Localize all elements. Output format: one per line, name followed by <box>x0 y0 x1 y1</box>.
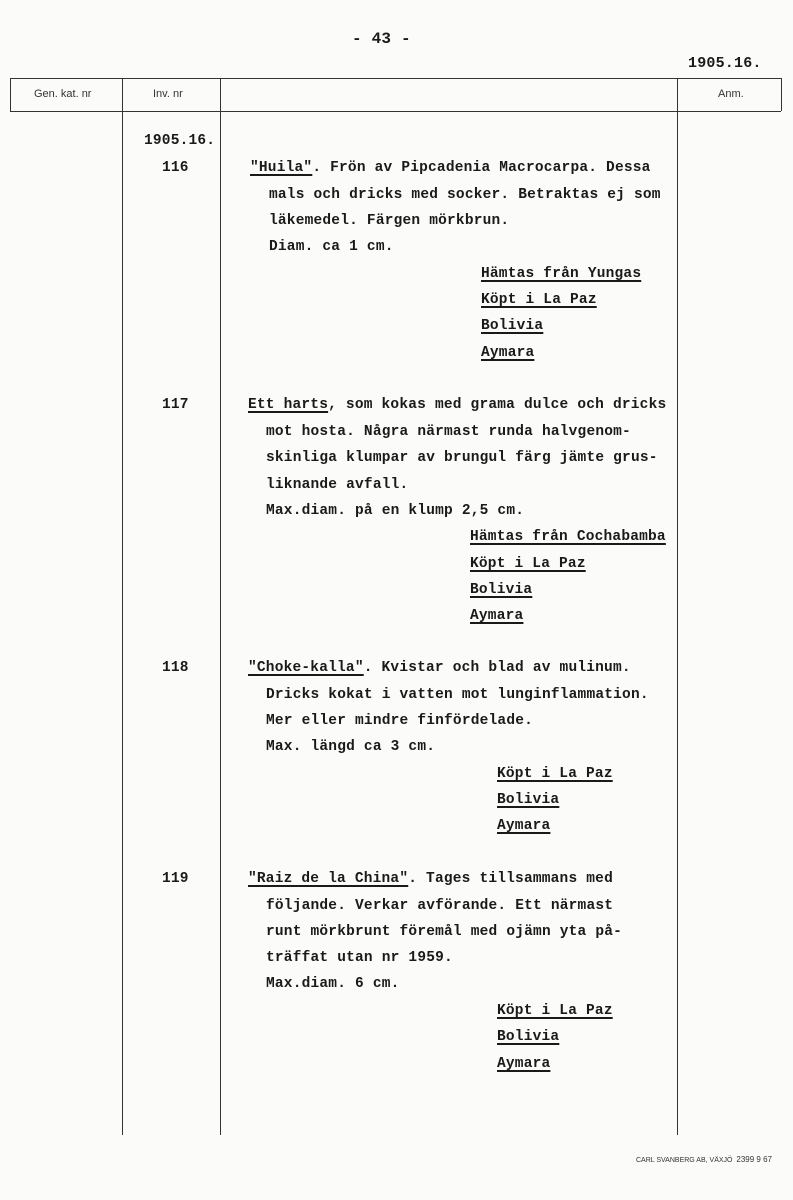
provenance-line: Bolivia <box>497 1029 560 1045</box>
entry-text: Max.diam. 6 cm. <box>266 976 400 992</box>
page-number: - 43 - <box>352 30 411 48</box>
provenance-line: Köpt i La Paz <box>497 1003 613 1019</box>
right-border <box>781 78 782 111</box>
provenance-line: Aymara <box>481 345 535 361</box>
entry-text: träffat utan nr 1959. <box>266 950 453 966</box>
entry-text: runt mörkbrunt föremål med ojämn yta på- <box>266 924 623 940</box>
printer-imprint <box>636 1155 772 1164</box>
column-divider-inv-desc <box>220 78 221 1135</box>
entry-text: läkemedel. Färgen mörkbrun. <box>269 213 510 229</box>
provenance-line: Bolivia <box>497 792 560 808</box>
entry-title-line <box>248 397 666 413</box>
column-divider-desc-anm <box>677 78 678 1135</box>
column-divider-gen-inv <box>122 78 123 1135</box>
provenance-line: Aymara <box>470 608 524 624</box>
printer-name: CARL SVANBERG AB, VÄXJÖ <box>636 1157 733 1164</box>
collection-id: 1905.16. <box>144 133 216 149</box>
entry-title: "Choke-kalla" <box>248 660 364 676</box>
provenance-line: Hämtas från Cochabamba <box>470 529 666 545</box>
entry-title-line <box>250 160 651 176</box>
entry-title: "Huila" <box>250 160 313 176</box>
provenance-line: Köpt i La Paz <box>470 556 586 572</box>
entry-text: mals och dricks med socker. Betraktas ej som <box>269 187 661 203</box>
entry-title: Ett harts <box>248 397 329 413</box>
inv-number: 117 <box>162 397 189 413</box>
entry-title-line <box>248 871 613 887</box>
provenance-line: Köpt i La Paz <box>497 766 613 782</box>
entry-text: Dricks kokat i vatten mot lunginflammation. <box>266 687 649 703</box>
entry-text: . Kvistar och blad av mulinum. <box>363 660 631 676</box>
inv-number: 118 <box>162 660 189 676</box>
entry-text: . Tages tillsammans med <box>408 871 613 887</box>
entry-text: . Frön av Pipcadenia Macrocarpa. Dessa <box>312 160 651 176</box>
header-bottom-border <box>10 111 781 112</box>
entry-text: liknande avfall. <box>266 477 409 493</box>
inv-number: 116 <box>162 160 189 176</box>
provenance-line: Aymara <box>497 818 551 834</box>
entry-text: följande. Verkar avförande. Ett närmast <box>266 898 614 914</box>
column-header-inv: Inv. nr <box>153 88 183 100</box>
left-border <box>10 78 11 111</box>
table-top-border <box>10 78 781 79</box>
provenance-line: Köpt i La Paz <box>481 292 597 308</box>
column-header-gen-kat: Gen. kat. nr <box>34 88 92 100</box>
entry-text: Max.diam. på en klump 2,5 cm. <box>266 503 525 519</box>
inv-number: 119 <box>162 871 189 887</box>
provenance-line: Hämtas från Yungas <box>481 266 642 282</box>
entry-text: , som kokas med grama dulce och dricks <box>328 397 667 413</box>
entry-text: Mer eller mindre finfördelade. <box>266 713 534 729</box>
column-header-anm: Anm. <box>718 88 744 100</box>
entry-text: mot hosta. Några närmast runda halvgenom- <box>266 424 631 440</box>
entry-title: "Raiz de la China" <box>248 871 409 887</box>
provenance-line: Bolivia <box>470 582 533 598</box>
provenance-line: Aymara <box>497 1056 551 1072</box>
entry-text: Max. längd ca 3 cm. <box>266 739 436 755</box>
form-number: 2399 9 67 <box>736 1155 772 1164</box>
entry-text: Diam. ca 1 cm. <box>269 239 394 255</box>
date-corner: 1905.16. <box>688 55 762 72</box>
entry-text: skinliga klumpar av brungul färg jämte grus- <box>266 450 658 466</box>
entry-title-line <box>248 660 631 676</box>
provenance-line: Bolivia <box>481 318 544 334</box>
